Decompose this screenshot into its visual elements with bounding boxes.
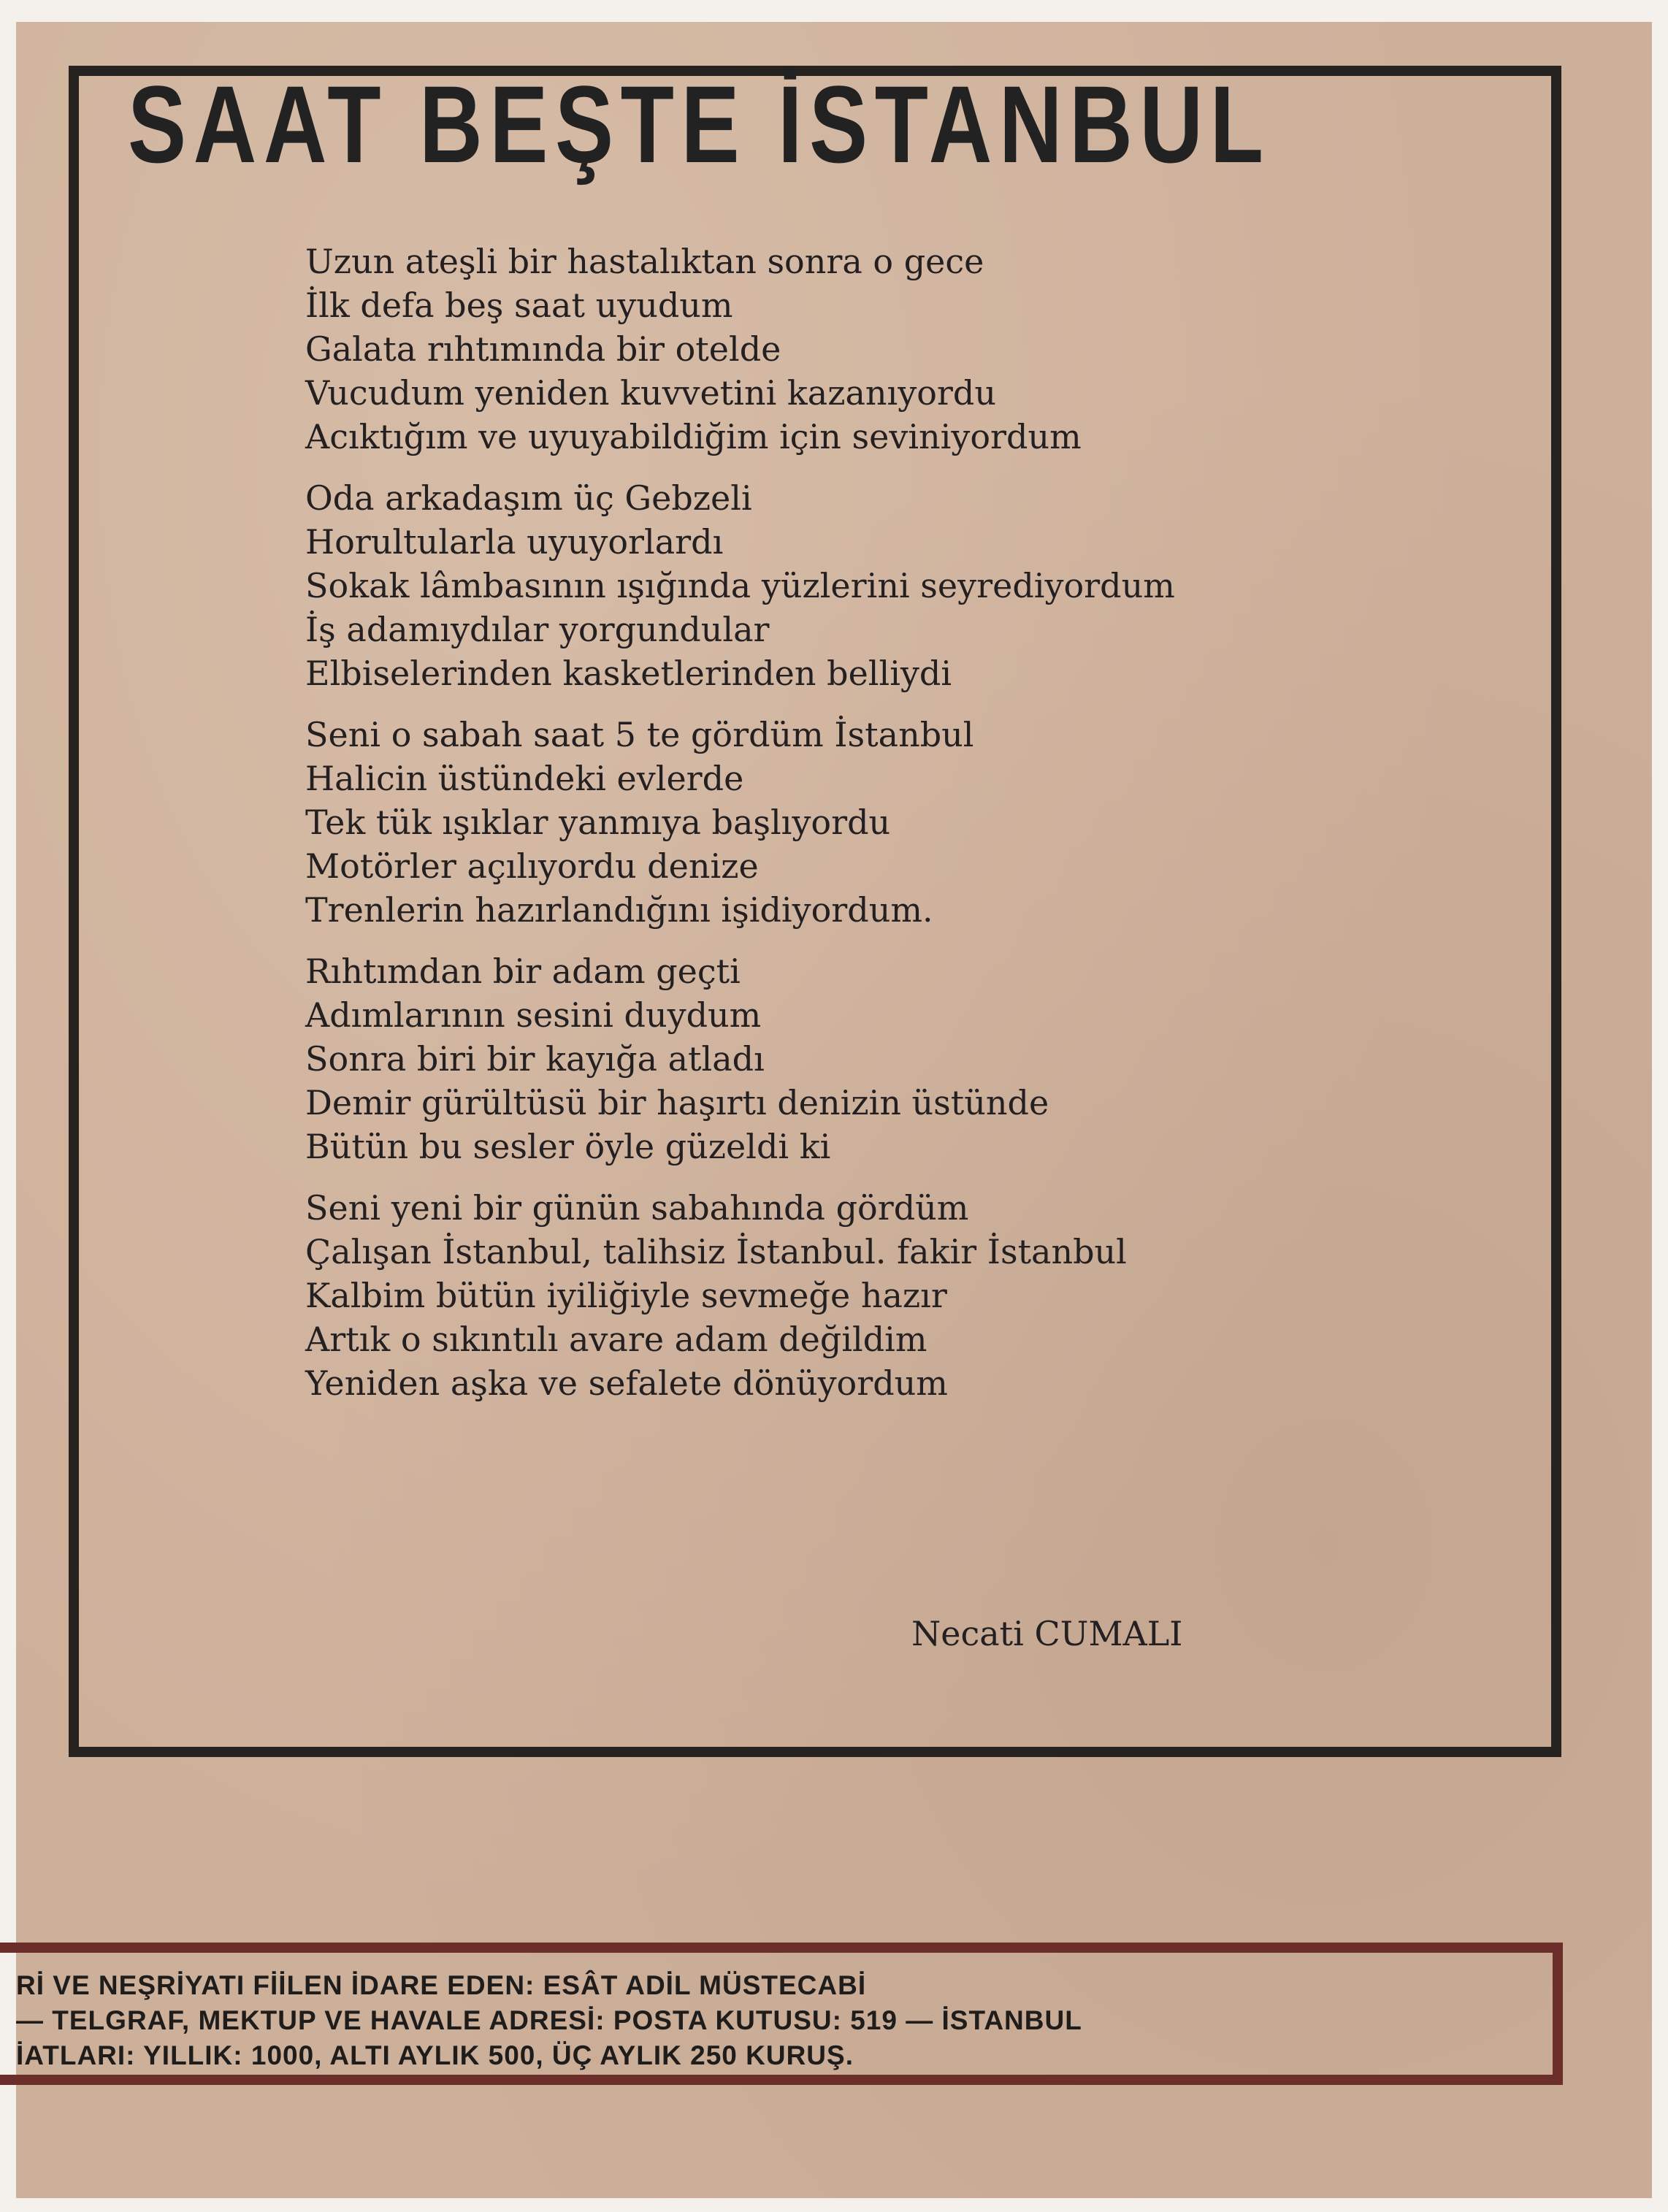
poem-line: Horultularla uyuyorlardı (305, 522, 724, 562)
poem-line: Uzun ateşli bir hastalıktan sonra o gece (305, 242, 984, 281)
poem-line: Sonra biri bir kayığa atladı (305, 1039, 765, 1079)
poem-line: Seni o sabah saat 5 te gördüm İstanbul (305, 715, 974, 754)
poem-line: Halicin üstündeki evlerde (305, 759, 744, 798)
footer-line-editor: Rİ VE NEŞRİYATI FİİLEN İDARE EDEN: ESÂT ADİL MÜSTECABİ (16, 1970, 867, 2000)
poem-line: İlk defa beş saat uyudum (305, 286, 733, 325)
stanza-4 (305, 949, 1547, 1168)
poem-line: Demir gürültüsü bir haşırtı denizin üstünde (305, 1083, 1049, 1122)
stanza-2 (305, 476, 1547, 695)
poem-line: Galata rıhtımında bir otelde (305, 329, 781, 369)
poem-line: Sokak lâmbasının ışığında yüzlerini seyrediyordum (305, 566, 1175, 605)
poem-line: Artık o sıkıntılı avare adam değildim (305, 1320, 927, 1359)
poem-title: SAAT BEŞTE İSTANBUL (128, 63, 1271, 185)
poem-line: Yeniden aşka ve sefalete dönüyordum (305, 1363, 948, 1403)
poem-line: Oda arkadaşım üç Gebzeli (305, 478, 752, 518)
poem-line: Vucudum yeniden kuvvetini kazanıyordu (305, 373, 996, 413)
poem-line: Seni yeni bir günün sabahında gördüm (305, 1188, 969, 1228)
poem-line: Rıhtımdan bir adam geçti (305, 952, 741, 991)
poem-line: Adımlarının sesini duydum (305, 995, 762, 1035)
poem-line: Acıktığım ve uyuyabildiğim için seviniyordum (305, 417, 1082, 456)
stanza-5 (305, 1186, 1547, 1405)
poem-line: Kalbim bütün iyiliğiyle sevmeğe hazır (305, 1276, 947, 1315)
poem-line: Elbiselerinden kasketlerinden belliydi (305, 654, 952, 693)
poem-line: Tek tük ışıklar yanmıya başlıyordu (305, 803, 891, 842)
footer-line-address: — TELGRAF, MEKTUP VE HAVALE ADRESİ: POSTA KUTUSU: 519 — İSTANBUL (16, 2005, 1082, 2035)
author-signature: Necati CUMALI (911, 1614, 1183, 1653)
stanza-1 (305, 240, 1547, 459)
poem-body (305, 240, 1547, 1423)
poem-line: Trenlerin hazırlandığını işidiyordum. (305, 890, 933, 930)
poem-line: İş adamıydılar yorgundular (305, 610, 770, 649)
stanza-3 (305, 713, 1547, 932)
poem-line: Bütün bu sesler öyle güzeldi ki (305, 1127, 831, 1166)
poem-line: Çalışan İstanbul, talihsiz İstanbul. fakir İstanbul (305, 1232, 1127, 1271)
masthead-footer-box (0, 1943, 1563, 2085)
footer-line-prices: İATLARI: YILLIK: 1000, ALTI AYLIK 500, ÜÇ AYLIK 250 KURUŞ. (16, 2040, 854, 2070)
poem-line: Motörler açılıyordu denize (305, 846, 759, 886)
